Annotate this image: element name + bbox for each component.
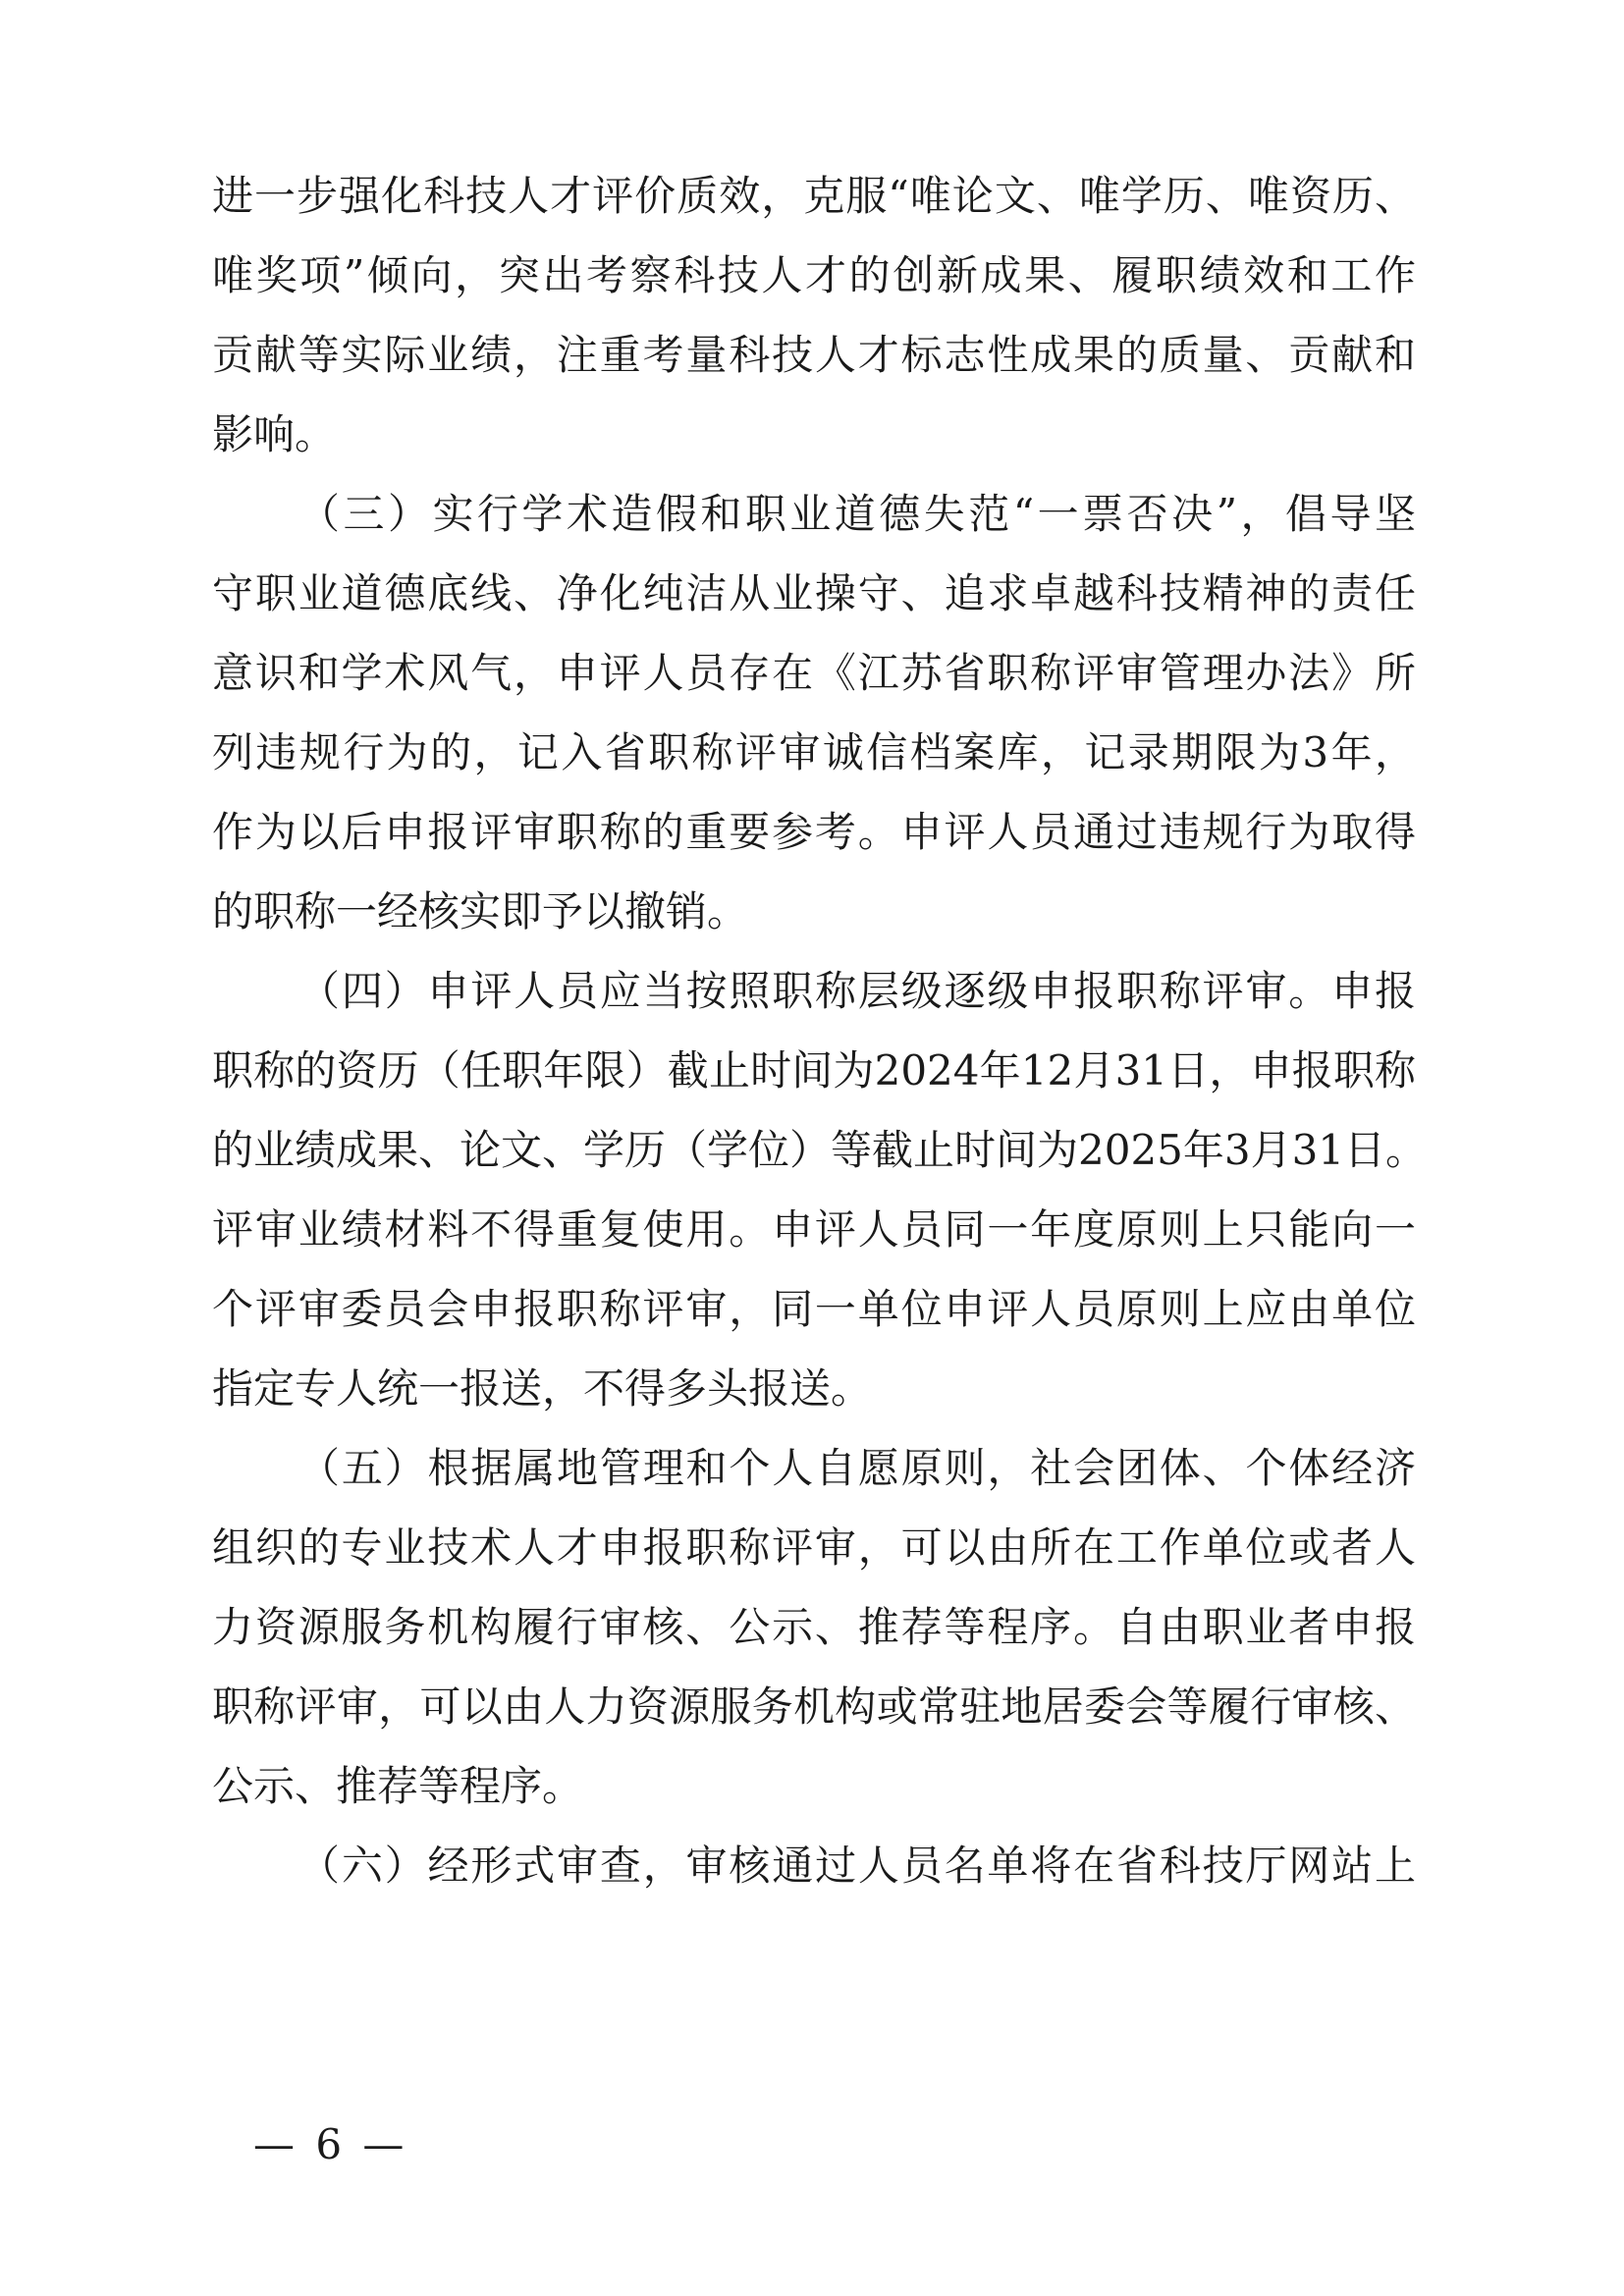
paragraph-line: 职称的资历（任职年限）截止时间为2024年12月31日，申报职称: [212, 1046, 1416, 1095]
paragraph-line: （五）根据属地管理和个人自愿原则，社会团体、个体经济: [298, 1444, 1416, 1492]
paragraph-line: （六）经形式审查，审核通过人员名单将在省科技厅网站上: [298, 1842, 1416, 1890]
paragraph-line: 评审业绩材料不得重复使用。申评人员同一年度原则上只能向一: [212, 1205, 1416, 1254]
paragraph-line: 个评审委员会申报职称评审，同一单位申评人员原则上应由单位: [212, 1285, 1416, 1333]
paragraph-line: 指定专人统一报送，不得多头报送。: [212, 1364, 873, 1413]
paragraph-line: 意识和学术风气，申评人员存在《江苏省职称评审管理办法》所: [212, 649, 1416, 697]
paragraph-line: 职称评审，可以由人力资源服务机构或常驻地居委会等履行审核、: [212, 1682, 1416, 1731]
paragraph-line: 作为以后申报评审职称的重要参考。申评人员通过违规行为取得: [212, 808, 1416, 856]
paragraph-line: 的业绩成果、论文、学历（学位）等截止时间为2025年3月31日。: [212, 1126, 1428, 1174]
paragraph-line: 列违规行为的，记入省职称评审诚信档案库，记录期限为3年，: [212, 728, 1416, 776]
paragraph-line: 进一步强化科技人才评价质效，克服“唯论文、唯学历、唯资历、: [212, 172, 1416, 220]
page-number: — 6 —: [253, 2120, 408, 2168]
paragraph-line: 守职业道德底线、净化纯洁从业操守、追求卓越科技精神的责任: [212, 569, 1416, 617]
paragraph-line: 贡献等实际业绩，注重考量科技人才标志性成果的质量、贡献和: [212, 331, 1416, 379]
paragraph-line: 唯奖项”倾向，突出考察科技人才的创新成果、履职绩效和工作: [212, 251, 1416, 299]
paragraph-line: 公示、推荐等程序。: [212, 1762, 584, 1810]
paragraph-line: 力资源服务机构履行审核、公示、推荐等程序。自由职业者申报: [212, 1603, 1416, 1651]
paragraph-line: 组织的专业技术人才申报职称评审，可以由所在工作单位或者人: [212, 1523, 1416, 1572]
paragraph-line: 影响。: [212, 410, 337, 458]
paragraph-line: （三）实行学术造假和职业道德失范“一票否决”，倡导坚: [298, 490, 1416, 538]
paragraph-line: 的职称一经核实即予以撤销。: [212, 887, 749, 935]
paragraph-line: （四）申评人员应当按照职称层级逐级申报职称评审。申报: [298, 967, 1416, 1015]
